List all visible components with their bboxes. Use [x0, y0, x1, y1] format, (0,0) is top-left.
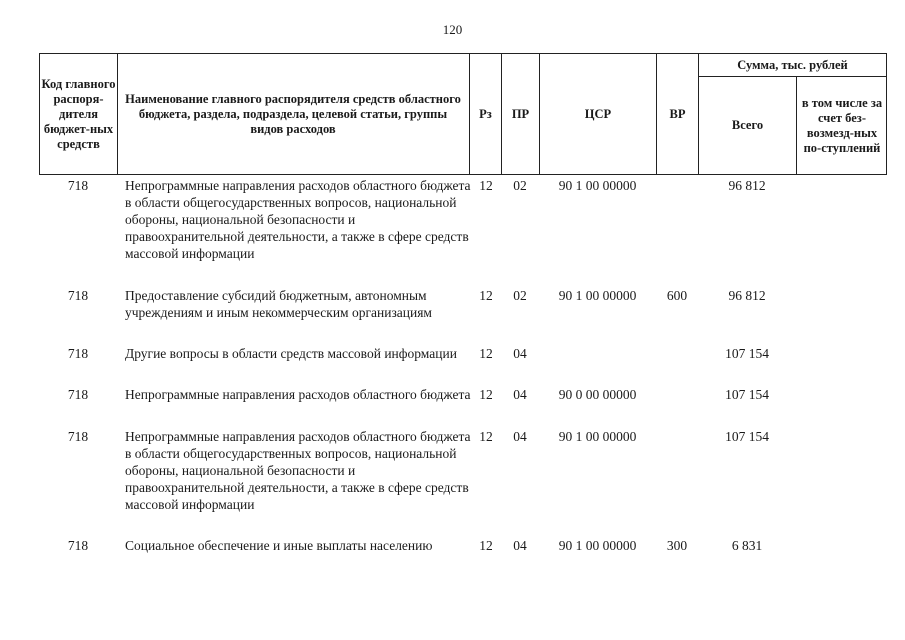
cell-csr: 90 1 00 00000 — [558, 538, 637, 553]
cell-total: 107 154 — [725, 346, 769, 361]
cell-code: 718 — [67, 387, 89, 402]
cell-rz: 12 — [479, 288, 493, 303]
header-sum: Сумма, тыс. рублей — [737, 57, 848, 72]
cell-code: 718 — [67, 178, 89, 193]
cell-pr: 02 — [513, 288, 527, 303]
cell-total: 6 831 — [731, 538, 763, 553]
header-name: Наименование главного распорядителя средств областного бюджета, раздела, подраздела, целевой статьи, группы видов расходов — [125, 91, 461, 136]
cell-rz: 12 — [479, 346, 493, 361]
header-vr: ВР — [669, 106, 686, 121]
cell-rz: 12 — [479, 538, 493, 553]
cell-pr: 04 — [513, 429, 527, 444]
cell-csr: 90 1 00 00000 — [558, 429, 637, 444]
cell-total: 107 154 — [725, 387, 769, 402]
border-line — [117, 54, 118, 174]
cell-name: Непрограммные направления расходов областного бюджета в области общегосударственных вопросов, национальной обороны, национальной безопасности и правоохранительной деятельности, а также в сфере средств массовой информации — [125, 429, 471, 512]
cell-code: 718 — [67, 288, 89, 303]
cell-code: 718 — [67, 538, 89, 553]
header-pr: ПР — [511, 106, 530, 121]
cell-pr: 04 — [513, 346, 527, 361]
header-total: Всего — [731, 118, 764, 132]
header-rz: Рз — [479, 106, 492, 121]
cell-pr: 04 — [513, 387, 527, 402]
cell-csr: 90 1 00 00000 — [558, 178, 637, 193]
cell-vr: 300 — [666, 538, 688, 553]
cell-code: 718 — [67, 346, 89, 361]
header-code: Код главного распоря-дителя бюджет-ных средств — [41, 76, 116, 151]
cell-name: Непрограммные направления расходов областного бюджета в области общегосударственных вопросов, национальной обороны, национальной безопасности и правоохранительной деятельности, а также в сфере средств массовой информации — [125, 178, 471, 261]
cell-total: 96 812 — [728, 178, 766, 193]
cell-pr: 04 — [513, 538, 527, 553]
cell-name: Социальное обеспечение и иные выплаты населению — [125, 538, 433, 553]
cell-csr: 90 0 00 00000 — [558, 387, 637, 402]
table-header — [39, 53, 887, 175]
cell-vr: 600 — [666, 288, 688, 303]
header-csr: ЦСР — [584, 106, 612, 121]
cell-csr: 90 1 00 00000 — [558, 288, 637, 303]
cell-rz: 12 — [479, 178, 493, 193]
cell-name: Предоставление субсидий бюджетным, автономным учреждениям и иным некоммерческим организациям — [125, 288, 432, 320]
cell-name: Непрограммные направления расходов областного бюджета — [125, 387, 471, 402]
cell-total: 96 812 — [728, 288, 766, 303]
border-line — [886, 54, 887, 174]
header-gratuitous: в том числе за счет без-возмезд-ных по-ступлений — [801, 95, 883, 155]
page-number: 120 — [442, 22, 463, 37]
cell-total: 107 154 — [725, 429, 769, 444]
cell-pr: 02 — [513, 178, 527, 193]
cell-rz: 12 — [479, 387, 493, 402]
cell-rz: 12 — [479, 429, 493, 444]
cell-name: Другие вопросы в области средств массовой информации — [125, 346, 457, 361]
cell-code: 718 — [67, 429, 89, 444]
border-line — [796, 76, 797, 174]
